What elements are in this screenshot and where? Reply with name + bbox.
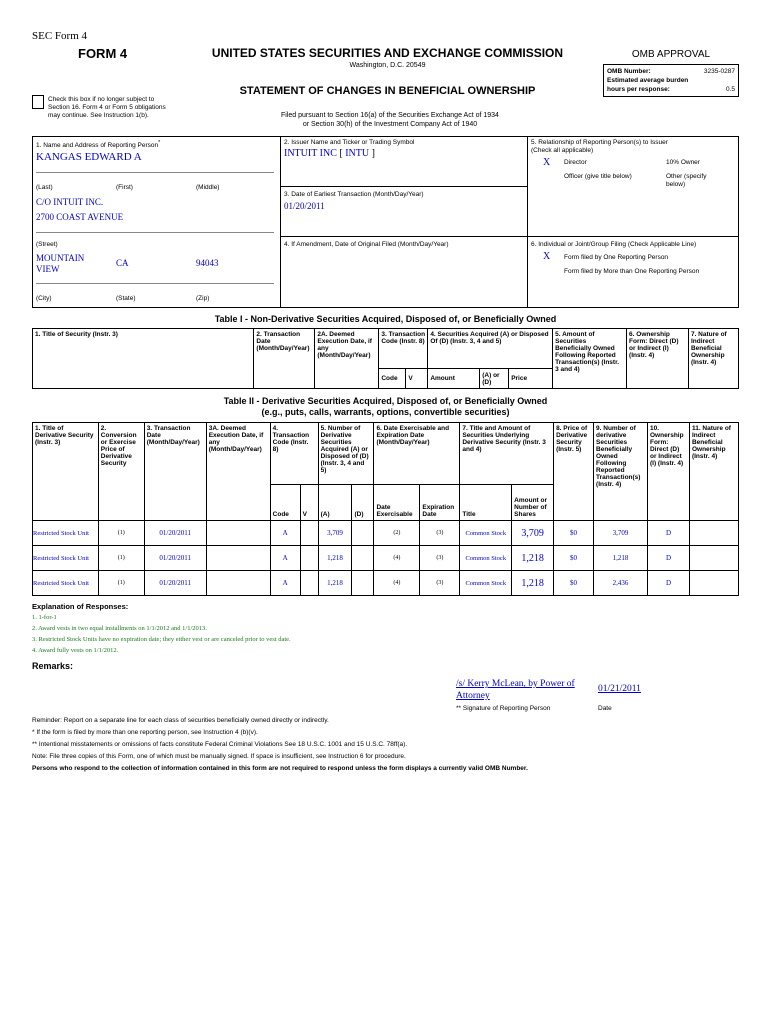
- ten-percent-owner-label: 10% Owner: [666, 159, 700, 166]
- footer-note-2: ** Intentional misstatements or omissions of facts constitute Federal Criminal Violations See 18 U.S.C. 1001 and 15 U.S.C. 78ff(a).: [32, 741, 408, 748]
- table-row: [33, 521, 739, 546]
- table-row: [33, 571, 739, 596]
- commission-title: UNITED STATES SECURITIES AND EXCHANGE COMMISSION: [211, 46, 564, 60]
- state-value[interactable]: CA: [116, 258, 129, 268]
- footer-note-3: Note: File three copies of this Form, one of which must be manually signed. If space is insufficient, see Instruction 6 for procedure.: [32, 753, 406, 760]
- zip-label: (Zip): [196, 295, 210, 302]
- row-price: $0: [554, 571, 594, 596]
- t1-col-amount-owned: 5. Amount of Securities Beneficially Owned Following Reported Transaction(s) (Instr. 3 and 4): [553, 329, 627, 389]
- t1-col-acquired: 4. Securities Acquired (A) or Disposed Of (D) (Instr. 3, 4 and 5): [428, 329, 553, 369]
- explanation-1: 1. 1-for-1: [32, 614, 57, 621]
- t1-col-nature: 7. Nature of Indirect Beneficial Ownership (Instr. 4): [688, 329, 738, 389]
- row-code: A: [270, 521, 300, 546]
- checkbox-text: Check this box if no longer subject to Section 16. Form 4 or Form 5 obligations may continue. See Instruction 1(b).: [48, 96, 166, 119]
- zip-value[interactable]: 94043: [196, 258, 219, 268]
- row-ownership-form: D: [647, 521, 689, 546]
- officer-label: Officer (give title below): [564, 173, 632, 180]
- t2-sub-exp: Expiration Date: [420, 485, 460, 521]
- row-underlying-title: Common Stock: [460, 546, 512, 571]
- no-longer-subject-checkbox[interactable]: [32, 95, 44, 109]
- address-line-1[interactable]: C/O INTUIT INC.: [36, 197, 104, 207]
- omb-number-label: OMB Number:: [607, 68, 651, 75]
- last-label: (Last): [36, 184, 53, 191]
- omb-burden-label: Estimated average burden: [607, 77, 689, 84]
- one-person-label: Form filed by One Reporting Person: [564, 254, 669, 261]
- middle-label: (Middle): [196, 184, 220, 191]
- explanation-2: 2. Award vests in two equal installments on 1/1/2012 and 1/1/2013.: [32, 625, 207, 632]
- t2-sub-a: (A): [318, 485, 352, 521]
- row-title: Restricted Stock Unit: [33, 521, 99, 546]
- row-underlying-shares: 1,218: [512, 571, 554, 596]
- filed-pursuant-1: Filed pursuant to Section 16(a) of the Securities Exchange Act of 1934: [281, 112, 499, 119]
- t2-sub-code: Code: [270, 485, 300, 521]
- filed-pursuant-2: or Section 30(h) of the Investment Company Act of 1940: [302, 121, 478, 128]
- omb-hours-value: 0.5: [725, 86, 735, 93]
- t1-col-title: 1. Title of Security (Instr. 3): [33, 329, 254, 389]
- explanation-4: 4. Award fully vests on 1/1/2012.: [32, 647, 119, 654]
- t1-sub-code: Code: [379, 369, 406, 389]
- t2-col-underlying: 7. Title and Amount of Securities Underlying Derivative Security (Instr. 3 and 4): [460, 423, 554, 485]
- t2-col-conversion: 2. Conversion or Exercise Price of Derivative Security: [98, 423, 144, 521]
- box6-label: 6. Individual or Joint/Group Filing (Check Applicable Line): [531, 241, 697, 248]
- row-conversion: (1): [98, 521, 144, 546]
- row-amount-a: 1,218: [318, 546, 352, 571]
- director-mark[interactable]: X: [543, 157, 551, 168]
- row-amount-a: 1,218: [318, 571, 352, 596]
- first-label: (First): [116, 184, 133, 191]
- t1-col-code: 3. Transaction Code (Instr. 8): [379, 329, 428, 369]
- row-underlying-shares: 3,709: [512, 521, 554, 546]
- table1: [32, 328, 739, 389]
- t2-sub-title: Title: [460, 485, 512, 521]
- t2-col-owned: 9. Number of derivative Securities Beneficially Owned Following Reported Transaction(s) (Instr. 4): [594, 423, 648, 521]
- omb-hours-label: hours per response:: [607, 86, 670, 93]
- footer-reminder: Reminder: Report on a separate line for each class of securities beneficially owned directly or indirectly.: [32, 717, 329, 724]
- row-price: $0: [554, 546, 594, 571]
- form-title: FORM 4: [78, 46, 128, 61]
- date-label: Date: [598, 705, 612, 712]
- row-title: Restricted Stock Unit: [33, 571, 99, 596]
- row-expiration: (3): [420, 571, 460, 596]
- table2-title-1: Table II - Derivative Securities Acquired, Disposed of, or Beneficially Owned: [223, 396, 548, 406]
- t2-col-date: 3. Transaction Date (Month/Day/Year): [144, 423, 206, 521]
- t1-sub-v: V: [406, 369, 428, 389]
- remarks-title: Remarks:: [32, 661, 74, 671]
- ticker-symbol[interactable]: INTU: [345, 148, 370, 159]
- address-line-2[interactable]: 2700 COAST AVENUE: [36, 212, 124, 222]
- commission-city: Washington, D.C. 20549: [349, 62, 426, 69]
- omb-number-value: 3235-0287: [703, 68, 735, 75]
- sec-form-label: SEC Form 4: [32, 30, 88, 42]
- statement-title: STATEMENT OF CHANGES IN BENEFICIAL OWNERSHIP: [239, 85, 536, 97]
- more-persons-label: Form filed by More than One Reporting Person: [564, 268, 700, 275]
- row-date: 01/20/2011: [144, 571, 206, 596]
- row-owned: 2,436: [594, 571, 648, 596]
- omb-title: OMB APPROVAL: [631, 49, 711, 60]
- one-person-mark[interactable]: X: [543, 251, 551, 262]
- box1-label: 1. Name and Address of Reporting Person*: [36, 140, 161, 150]
- box3-label: 3. Date of Earliest Transaction (Month/Day/Year): [284, 191, 424, 198]
- t2-sub-amount: Amount or Number of Shares: [512, 485, 554, 521]
- table-row: [33, 546, 739, 571]
- reporting-person-name[interactable]: KANGAS EDWARD A: [36, 151, 142, 163]
- signature-date[interactable]: 01/21/2011: [598, 684, 641, 694]
- issuer-name[interactable]: INTUIT INC [ INTU ]: [284, 148, 375, 159]
- row-date-exercisable: (4): [374, 546, 420, 571]
- t2-col-title: 1. Title of Derivative Security (Instr. 3): [33, 423, 99, 521]
- row-owned: 1,218: [594, 546, 648, 571]
- table1-title: Table I - Non-Derivative Securities Acquired, Disposed of, or Beneficially Owned: [214, 314, 557, 324]
- row-title: Restricted Stock Unit: [33, 546, 99, 571]
- row-owned: 3,709: [594, 521, 648, 546]
- row-underlying-shares: 1,218: [512, 546, 554, 571]
- box4-label: 4. If Amendment, Date of Original Filed (Month/Day/Year): [284, 241, 449, 248]
- row-date: 01/20/2011: [144, 546, 206, 571]
- row-date-exercisable: (4): [374, 571, 420, 596]
- t1-sub-amount: Amount: [428, 369, 480, 389]
- table2: [32, 422, 739, 596]
- footer-note-1: * If the form is filed by more than one reporting person, see Instruction 4 (b)(v).: [32, 729, 258, 736]
- row-conversion: (1): [98, 546, 144, 571]
- t2-sub-d: (D): [352, 485, 374, 521]
- row-amount-a: 3,709: [318, 521, 352, 546]
- t2-col-deemed: 3A. Deemed Execution Date, if any (Month/Day/Year): [206, 423, 270, 521]
- t2-sub-v: V: [300, 485, 318, 521]
- signature-link[interactable]: /s/ Kerry McLean, by Power of Attorney: [456, 679, 575, 701]
- table2-title-2: (e.g., puts, calls, warrants, options, convertible securities): [261, 407, 510, 417]
- director-label: Director: [564, 159, 587, 166]
- t2-col-price: 8. Price of Derivative Security (Instr. 5): [554, 423, 594, 521]
- row-ownership-form: D: [647, 571, 689, 596]
- t1-sub-price: Price: [509, 369, 553, 389]
- t2-col-number: 5. Number of Derivative Securities Acquired (A) or Disposed of (D) (Instr. 3, 4 and 5): [318, 423, 374, 485]
- t1-col-deemed: 2A. Deemed Execution Date, if any (Month/Day/Year): [315, 329, 379, 389]
- row-ownership-form: D: [647, 546, 689, 571]
- omb-approval-box: [603, 46, 739, 104]
- row-code: A: [270, 571, 300, 596]
- explanation-3: 3. Restricted Stock Units have no expiration date; they either vest or are canceled prior to vest date.: [32, 636, 291, 643]
- row-date-exercisable: (2): [374, 521, 420, 546]
- other-label: Other (specify below): [666, 173, 707, 188]
- t2-sub-date-ex: Date Exercisable: [374, 485, 420, 521]
- row-underlying-title: Common Stock: [460, 571, 512, 596]
- t1-col-ownership: 6. Ownership Form: Direct (D) or Indirect (I) (Instr. 4): [627, 329, 689, 389]
- t2-col-exercisable: 6. Date Exercisable and Expiration Date (Month/Day/Year): [374, 423, 460, 485]
- earliest-transaction-date[interactable]: 01/20/2011: [284, 201, 325, 211]
- t1-sub-aord: (A) or (D): [480, 369, 509, 389]
- box5-label: 5. Relationship of Reporting Person(s) to Issuer (Check all applicable): [531, 139, 668, 154]
- state-label: (State): [116, 295, 136, 302]
- city-label: (City): [36, 295, 52, 302]
- t2-col-code: 4. Transaction Code (Instr. 8): [270, 423, 318, 485]
- t2-col-ownership: 10. Ownership Form: Direct (D) or Indirect (I) (Instr. 4): [647, 423, 689, 521]
- city-value[interactable]: MOUNTAIN VIEW: [36, 253, 85, 274]
- t2-col-nature: 11. Nature of Indirect Beneficial Ownership (Instr. 4): [689, 423, 738, 521]
- signature-label: ** Signature of Reporting Person: [456, 705, 551, 712]
- street-label: (Street): [36, 241, 58, 248]
- footer-omb-note: Persons who respond to the collection of information contained in this form are not required to respond unless the form displays a currently valid OMB Number.: [32, 765, 528, 772]
- row-expiration: (3): [420, 521, 460, 546]
- row-conversion: (1): [98, 571, 144, 596]
- row-price: $0: [554, 521, 594, 546]
- row-underlying-title: Common Stock: [460, 521, 512, 546]
- row-date: 01/20/2011: [144, 521, 206, 546]
- row-expiration: (3): [420, 546, 460, 571]
- box2-label: 2. Issuer Name and Ticker or Trading Symbol: [284, 139, 415, 146]
- row-code: A: [270, 546, 300, 571]
- explanation-title: Explanation of Responses:: [32, 602, 129, 611]
- t1-col-date: 2. Transaction Date (Month/Day/Year): [254, 329, 315, 389]
